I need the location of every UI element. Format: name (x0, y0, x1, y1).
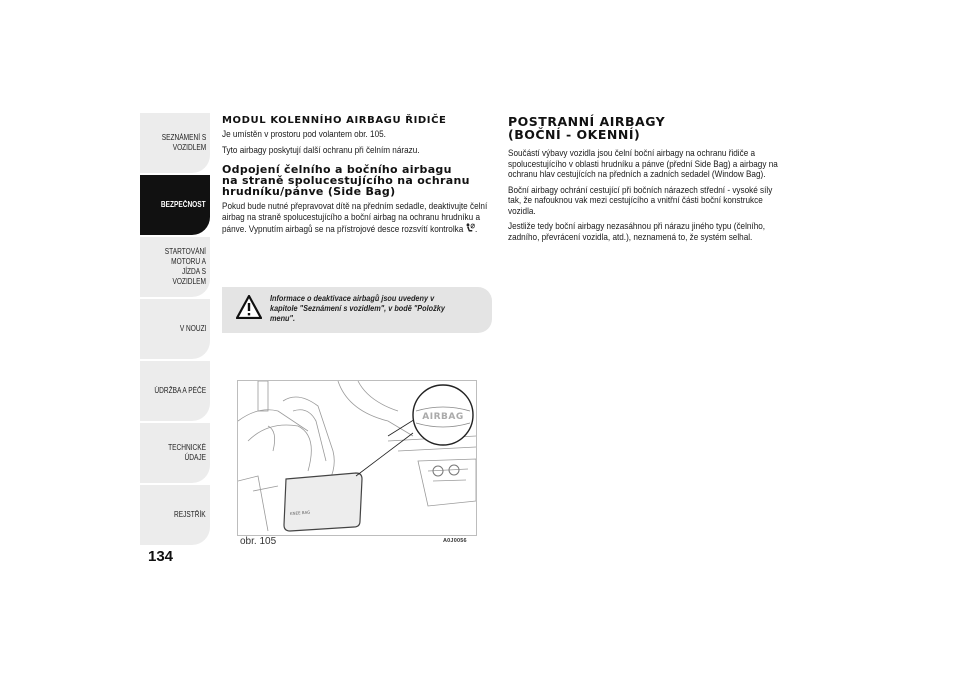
airbag-label: AIRBAG (422, 412, 464, 422)
paragraph-text: Pokud bude nutné přepravovat dítě na předním sedadle, deaktivujte čelní airbag na straně spolucestujícího a boční airbag na ochranu hrudníku a pánve. Vypnutím airbagů se na přístrojové desce rozsvítí kontrolka (222, 201, 488, 235)
paragraph: Jestliže tedy boční airbagy nezasáhnou při nárazu jiného typu (čelního, zadního, převrácení vozidla, atd.), neznamená to, že systém selhal. (508, 221, 766, 243)
passenger-airbag-off-icon (466, 223, 478, 235)
knee-airbag-heading: MODUL KOLENNÍHO AIRBAGU ŘIDIČE (222, 115, 447, 126)
paragraph: Součástí výbavy vozidla jsou čelní boční airbagy na ochranu řidiče a spolucestujícího v oblasti hrudníku a pánve (přední Side Bag) a airbagy na ochranu hlav cestujících na předních a zadních sedadel (Window Bag). (508, 148, 778, 180)
tab-label: ÚDRŽBA A PÉČE (154, 386, 206, 395)
paragraph: Boční airbagy ochrání cestující při bočních nárazech střední - vysoké síly tak, že nafouknou vak mezi cestujícího a vnitřní části boční konstrukce vozidla. (508, 184, 773, 217)
tab-label: REJSTŘÍK (174, 510, 206, 519)
tab-label: TECHNICKÉ ÚDAJE (168, 443, 206, 462)
deactivation-heading: Odpojení čelního a bočního airbagu na straně spolucestujícího na ochranu hrudníku/pánve (Side Bag) (222, 163, 470, 198)
tab-v-nouzi[interactable] (140, 299, 210, 359)
figure-knee-airbag (237, 380, 477, 536)
tab-bezpecnost[interactable] (140, 175, 210, 235)
chapter-sidebar (140, 113, 210, 549)
info-note (222, 287, 492, 333)
left-column (222, 115, 494, 241)
figure-caption: obr. 105 (240, 536, 277, 547)
tab-udrzba[interactable] (140, 361, 210, 421)
tab-rejstrik[interactable] (140, 485, 210, 545)
tab-label: V NOUZI (179, 324, 206, 333)
paragraph: Je umístěn v prostoru pod volantem obr. 105. (222, 129, 386, 140)
page-number: 134 (148, 548, 174, 565)
warning-triangle-icon (236, 295, 262, 319)
paragraph: Tyto airbagy poskytují další ochranu při čelním nárazu. (222, 144, 420, 156)
svg-text:KNEE BAG: KNEE BAG (289, 509, 311, 516)
figure-code: A0J0056 (443, 538, 467, 544)
side-airbags-heading: POSTRANNÍ AIRBAGY (BOČNÍ - OKENNÍ) (508, 114, 666, 142)
tab-label: STARTOVÁNÍ MOTORU A JÍZDA S VOZIDLEM (164, 247, 206, 286)
tab-label: SEZNÁMENÍ S VOZIDLEM (161, 133, 206, 152)
dashboard-illustration (238, 381, 476, 535)
paragraph-end: . (475, 224, 478, 235)
right-column (508, 115, 780, 248)
paragraph (222, 202, 493, 236)
tab-seznameni[interactable] (140, 113, 210, 173)
tab-technicke-udaje[interactable] (140, 423, 210, 483)
tab-label: BEZPEČNOST (161, 200, 206, 209)
note-text: Informace o deaktivace airbagů jsou uvedeny v kapitole "Seznámení s vozidlem", v bodě "Položky menu". (270, 293, 445, 323)
tab-startovani[interactable] (140, 237, 210, 297)
